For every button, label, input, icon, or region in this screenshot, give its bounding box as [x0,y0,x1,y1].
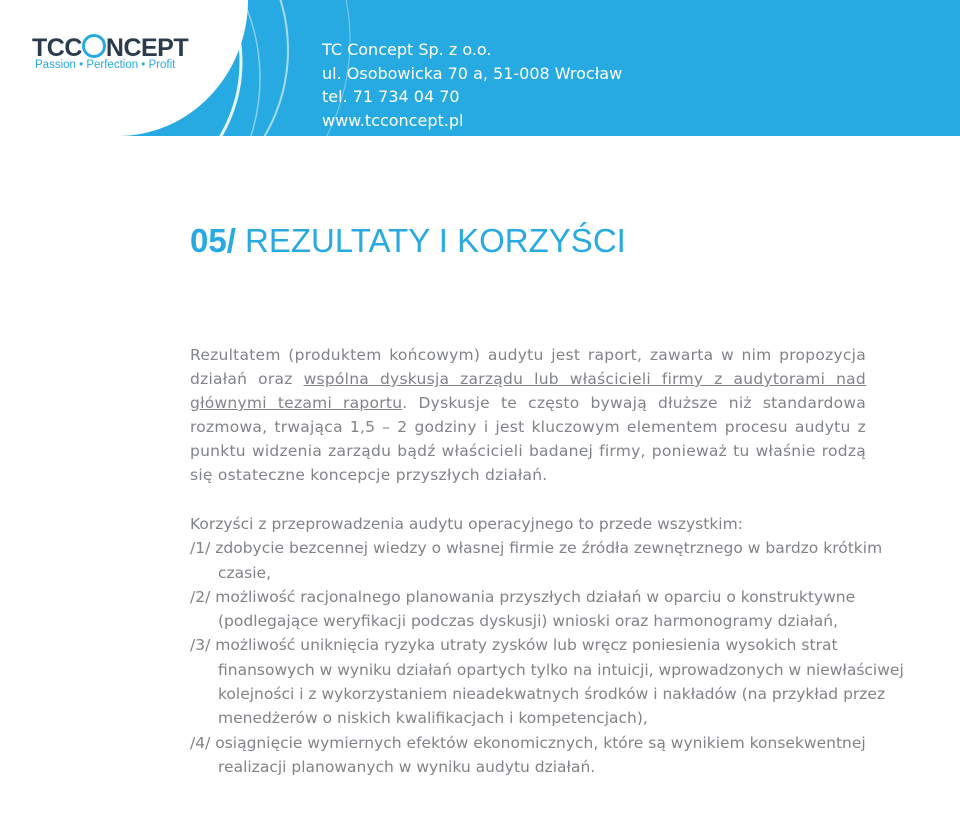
section-number: 05/ [190,222,236,259]
logo-ring-icon [82,34,106,58]
company-name: TC Concept Sp. z o.o. [322,40,492,59]
benefits-list [190,536,910,779]
logo-brand-suffix: NCEPT [105,34,189,62]
results-paragraph [190,343,866,487]
logo-tagline: Passion • Perfection • Profit [35,59,176,71]
company-address: ul. Osobowicka 70 a, 51-008 Wrocław [322,63,623,83]
benefits-section [190,512,910,779]
page-header [0,0,960,136]
results-text-part1: Rezultatem (produktem końcowym) audytu jest raport, zawarta w nim propozycja działań oraz [190,346,866,388]
benefit-item: /4/ osiągnięcie wymiernych efektów ekonomicznych, które są wynikiem konsekwentnej realizacji planowanych w wyniku audytu działań. [190,733,866,776]
benefit-item: /2/ możliwość racjonalnego planowania przyszłych działań w oparciu o konstruktywne (podlegające weryfikacji podczas dyskusji) wnioski oraz harmonogramy działań, [190,587,856,631]
logo-brand-prefix: TCC [32,34,82,62]
results-text-part2: . Dyskusje te często bywają dłuższe niż standardowa rozmowa, trwająca 1,5 – 2 godziny i jest kluczowym elementem procesu audytu z punktu widzenia zarządu bądź właścicieli badanej firmy, ponieważ tu właśnie rodzą się ostateczne koncepcje przyszłych działań. [190,394,866,484]
section-heading: REZULTATY I KORZYŚCI [235,222,626,259]
company-website[interactable]: www.tcconcept.pl [322,110,464,130]
benefit-item: /1/ zdobycie bezcennej wiedzy o własnej firmie ze źródła zewnętrznego w bardzo krótkim czasie, [190,539,883,582]
section-title [190,222,626,260]
benefit-item: /3/ możliwość uniknięcia ryzyka utraty zysków lub wręcz poniesienia wysokich strat finansowych w wyniku działań opartych tylko na intuicji, wprowadzonych w niewłaściwej kolejności i z wykorzystaniem nieadekwatnych środków i nakładów (na przykład przez menedżerów o niskich kwalifikacjach i kompetencjach), [190,636,904,728]
results-underlined-text: wspólna dyskusja zarządu lub właścicieli firmy z audytorami nad głównymi tezami raportu [190,370,867,412]
company-phone: tel. 71 734 04 70 [322,87,460,106]
contact-block [322,38,622,132]
benefits-intro: Korzyści z przeprowadzenia audytu operacyjnego to przede wszystkim: [190,515,743,533]
